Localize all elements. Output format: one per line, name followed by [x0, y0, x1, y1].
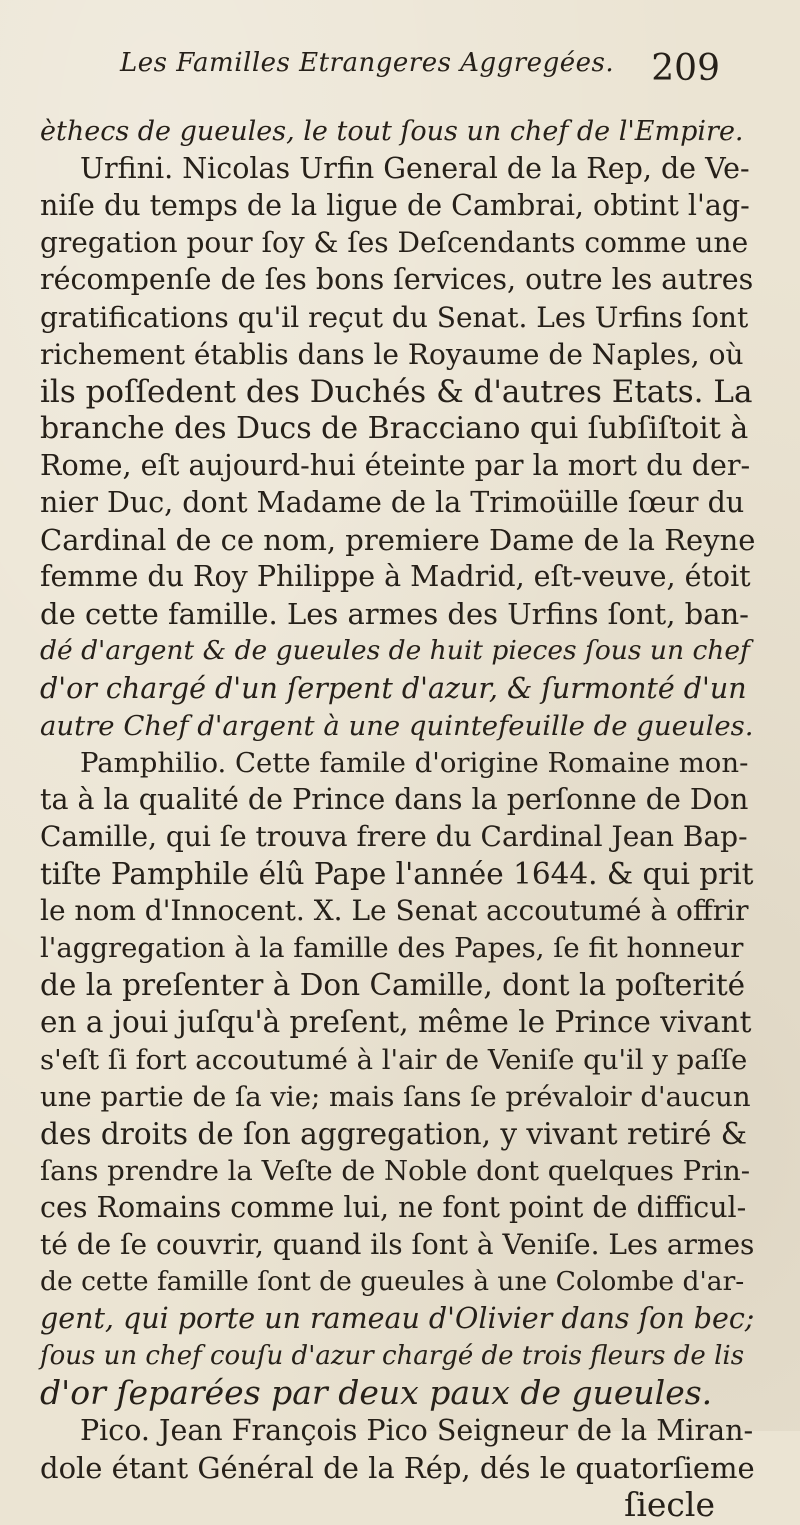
text-line: tiſte Pamphile élû Pape l'année 1644. & qui prit: [40, 857, 754, 891]
text-line: dole étant Général de la Rép, dés le quatorſieme: [40, 1450, 755, 1485]
text-line: l'aggregation à la famille des Papes, ſe fit honneur: [40, 932, 744, 965]
text-line: ils poſſedent des Duchés & d'autres Etats. La: [40, 373, 753, 410]
running-head: Les Familles Etrangeres Aggregées.: [120, 48, 615, 78]
text-line: gregation pour ſoy & ſes Deſcendants comme une: [40, 226, 749, 260]
text-line: gent, qui porte un rameau d'Olivier dans ſon bec;: [40, 1302, 755, 1336]
text-line: de cette famille. Les armes des Urfins ſont, ban-: [40, 597, 749, 632]
text-line: Pamphilio. Cette famile d'origine Romaine mon-: [80, 746, 749, 779]
catchword: ſiecle: [624, 1484, 715, 1524]
text-line: gratifications qu'il reçut du Senat. Les Urfins ſont: [40, 300, 749, 334]
text-line: ta à la qualité de Prince dans la perſonne de Don: [40, 782, 749, 816]
text-line: de cette famille ſont de gueules à une Colombe d'ar-: [40, 1266, 745, 1298]
text-line: èthecs de gueules, le tout ſous un chef de l'Empire.: [40, 116, 744, 147]
text-line: Rome, eſt aujourd-hui éteinte par la mort du der-: [40, 448, 751, 482]
text-line: Urfini. Nicolas Urfin General de la Rep, de Ve-: [80, 152, 750, 186]
text-line: récompenſe de ſes bons ſervices, outre les autres: [40, 263, 754, 297]
text-line: une partie de ſa vie; mais ſans ſe prévaloir d'aucun: [40, 1080, 751, 1113]
text-line: le nom d'Innocent. X. Le Senat accoutumé à offrir: [40, 894, 749, 928]
text-line: Cardinal de ce nom, premiere Dame de la Reyne: [40, 523, 756, 558]
text-line: s'eſt ſi fort accoutumé à l'air de Veniſe qu'il y paſſe: [40, 1043, 748, 1076]
text-line: des droits de ſon aggregation, y vivant retiré &: [40, 1116, 748, 1151]
text-line: ces Romains comme lui, ne font point de difficul-: [40, 1190, 747, 1224]
text-line: niſe du temps de la ligue de Cambrai, obtint l'ag-: [40, 189, 750, 223]
text-line: Camille, qui ſe trouva frere du Cardinal Jean Bap-: [40, 819, 748, 853]
text-line: femme du Roy Philippe à Madrid, eſt-veuve, étoit: [40, 560, 751, 594]
text-line: en a joui juſqu'à preſent, même le Prince vivant: [40, 1005, 752, 1040]
text-line: d'or ſeparées par deux paux de gueules.: [40, 1373, 713, 1413]
text-line: de la preſenter à Don Camille, dont la poſterité: [40, 968, 746, 1003]
text-line: richement établis dans le Royaume de Naples, où: [40, 337, 744, 371]
page-header: [120, 48, 720, 100]
text-line: ſans prendre la Veſte de Noble dont quelques Prin-: [40, 1154, 751, 1187]
text-line: nier Duc, dont Madame de la Trimoüille ſœur du: [40, 486, 745, 519]
text-line: ſous un chef couſu d'azur chargé de trois fleurs de lis: [40, 1341, 745, 1372]
text-line: branche des Ducs de Bracciano qui ſubſiſtoit à: [40, 410, 749, 446]
text-line: té de ſe couvrir, quand ils ſont à Veniſe. Les armes: [40, 1228, 755, 1261]
text-line: Pico. Jean François Pico Seigneur de la Miran-: [80, 1413, 754, 1447]
text-line: d'or chargé d'un ſerpent d'azur, & ſurmonté d'un: [40, 671, 747, 705]
text-line: autre Chef d'argent à une quintefeuille de gueules.: [40, 709, 754, 742]
page-number: 209: [651, 48, 720, 89]
text-line: dé d'argent & de gueules de huit pieces ſous un chef: [40, 635, 750, 667]
